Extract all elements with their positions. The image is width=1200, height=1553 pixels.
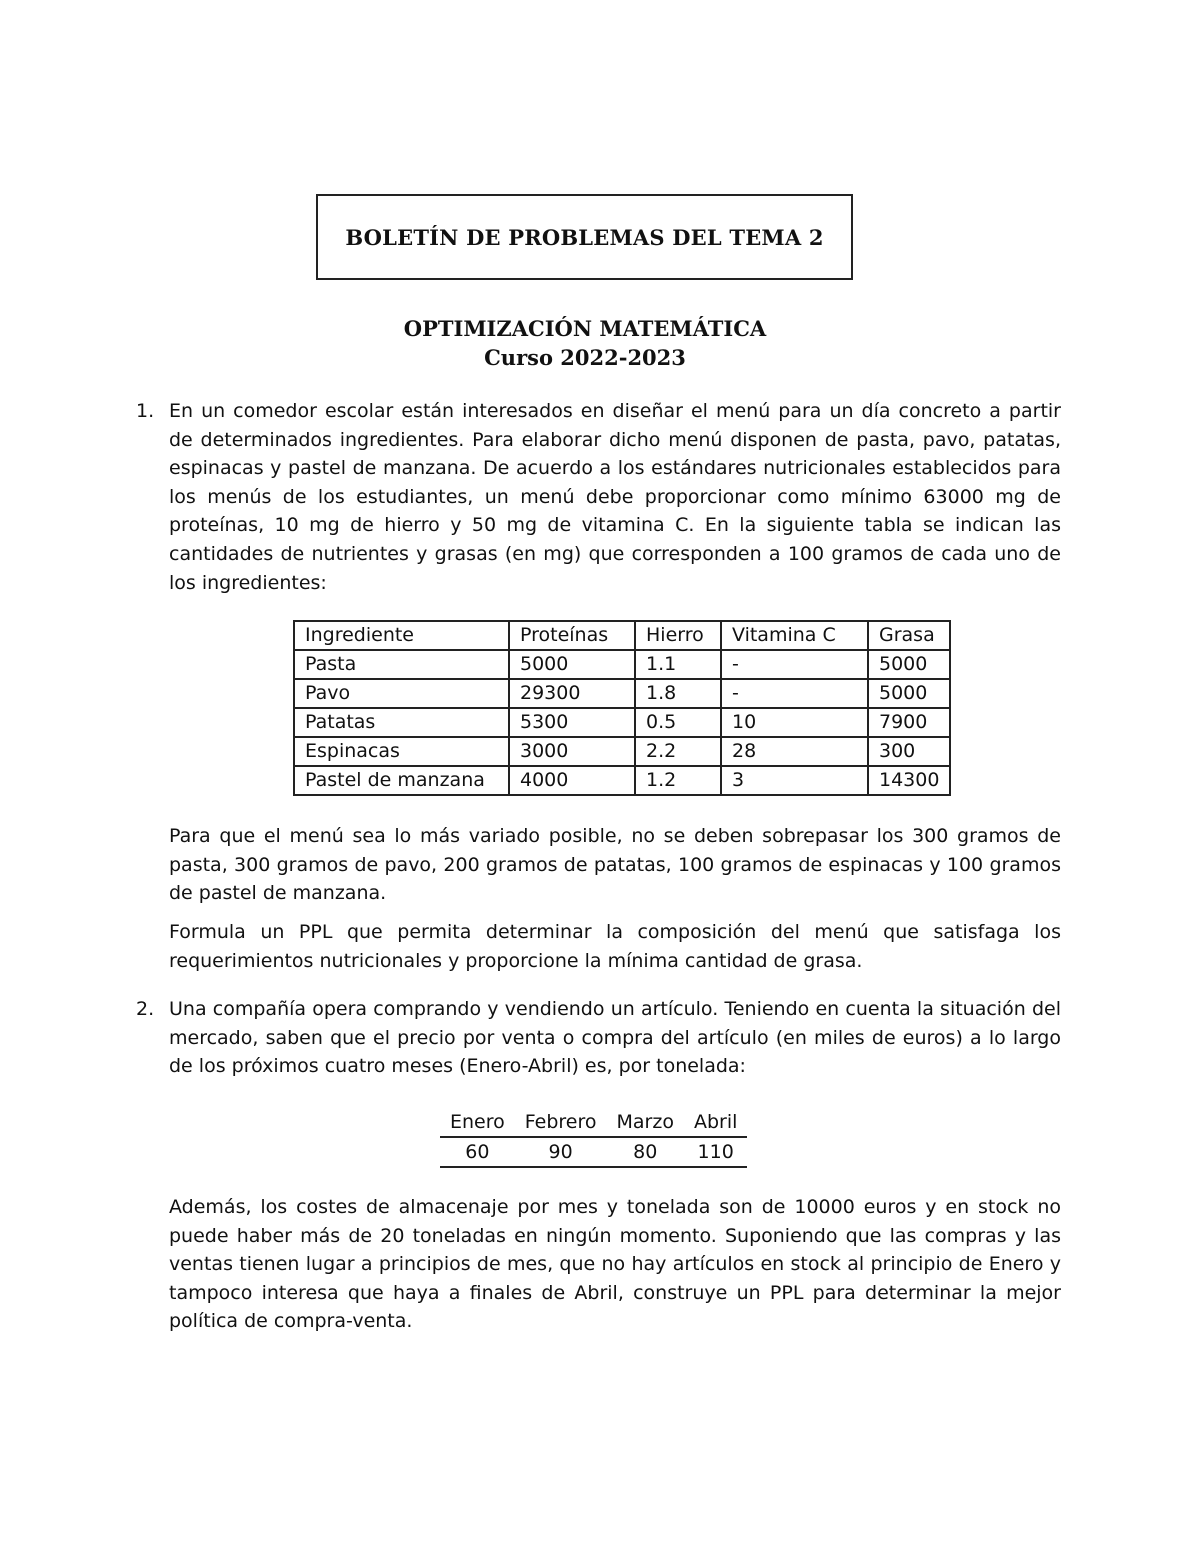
table-cell: Pastel de manzana (294, 766, 509, 795)
table-cell: Patatas (294, 708, 509, 737)
nutrient-table (293, 620, 951, 796)
problem-1-intro: En un comedor escolar están interesados en diseñar el menú para un día concreto a partir de determinados ingredientes. Para elaborar dicho menú disponen de pasta, pavo, patatas, espinacas y pastel de manzana. De acuerdo a los estándares nutricionales establecidos para los menús de los estudiantes, un menú debe proporcionar como mínimo 63000 mg de proteínas, 10 mg de hierro y 50 mg de vitamina C. En la siguiente tabla se indican las cantidades de nutrientes y grasas (en mg) que corresponden a 100 gramos de cada uno de los ingredientes: (169, 400, 1061, 594)
title-box (316, 194, 853, 280)
table-cell: - (721, 679, 868, 708)
table-cell: Pasta (294, 650, 509, 679)
table-cell: 5300 (509, 708, 635, 737)
problem-number: 2. (136, 998, 155, 1020)
problem-2 (136, 995, 1061, 1081)
month-header: Febrero (515, 1108, 607, 1137)
problem-1-task (136, 918, 1061, 975)
table-cell: 1.1 (635, 650, 721, 679)
price-cell: 110 (684, 1137, 747, 1167)
table-header-cell: Ingrediente (294, 621, 509, 650)
task-paragraph: Formula un PPL que permita determinar la composición del menú que satisfaga los requerimientos nutricionales y proporcione la mínima cantidad de grasa. (169, 921, 1061, 972)
table-cell: 29300 (509, 679, 635, 708)
problem-2-details (136, 1193, 1061, 1336)
table-row (440, 1137, 747, 1167)
table-cell: - (721, 650, 868, 679)
table-header-cell: Hierro (635, 621, 721, 650)
table-cell: Espinacas (294, 737, 509, 766)
table-header-cell: Proteínas (509, 621, 635, 650)
table-cell: 5000 (868, 679, 950, 708)
table-cell: 1.8 (635, 679, 721, 708)
limits-paragraph: Para que el menú sea lo más variado posible, no se deben sobrepasar los 300 gramos de pasta, 300 gramos de pavo, 200 gramos de patatas, 100 gramos de espinacas y 100 gramos de pastel de manzana. (169, 825, 1061, 905)
table-cell: 300 (868, 737, 950, 766)
month-header: Enero (440, 1108, 515, 1137)
table-cell: 3 (721, 766, 868, 795)
course-label: Curso 2022-2023 (484, 345, 686, 370)
problem-1-limits (136, 822, 1061, 908)
details-paragraph: Además, los costes de almacenaje por mes y tonelada son de 10000 euros y en stock no puede haber más de 20 toneladas en ningún momento. Suponiendo que las compras y las ventas tienen lugar a principios de mes, que no hay artículos en stock al principio de Enero y tampoco interesa que haya a finales de Abril, construye un PPL para determinar la mejor política de compra-venta. (169, 1196, 1061, 1333)
table-row (294, 650, 950, 679)
table-header-row (440, 1108, 747, 1137)
problem-number: 1. (136, 400, 155, 422)
table-cell: 0.5 (635, 708, 721, 737)
subject-title: OPTIMIZACIÓN MATEMÁTICA (403, 316, 767, 341)
price-table (440, 1108, 747, 1168)
table-cell: 4000 (509, 766, 635, 795)
table-cell: 3000 (509, 737, 635, 766)
price-cell: 90 (515, 1137, 607, 1167)
table-cell: 28 (721, 737, 868, 766)
price-cell: 60 (440, 1137, 515, 1167)
table-header-row (294, 621, 950, 650)
table-cell: 5000 (509, 650, 635, 679)
month-header: Abril (684, 1108, 747, 1137)
table-row (294, 766, 950, 795)
table-header-cell: Grasa (868, 621, 950, 650)
bulletin-title: BOLETÍN DE PROBLEMAS DEL TEMA 2 (345, 224, 824, 250)
table-cell: 2.2 (635, 737, 721, 766)
table-cell: Pavo (294, 679, 509, 708)
price-cell: 80 (607, 1137, 684, 1167)
table-row (294, 708, 950, 737)
problem-1 (136, 397, 1061, 597)
table-row (294, 737, 950, 766)
table-cell: 10 (721, 708, 868, 737)
table-row (294, 679, 950, 708)
table-cell: 1.2 (635, 766, 721, 795)
table-cell: 5000 (868, 650, 950, 679)
problem-2-intro: Una compañía opera comprando y vendiendo un artículo. Teniendo en cuenta la situación del mercado, saben que el precio por venta o compra del artículo (en miles de euros) a lo largo de los próximos cuatro meses (Enero-Abril) es, por tonelada: (169, 998, 1061, 1078)
table-header-cell: Vitamina C (721, 621, 868, 650)
month-header: Marzo (607, 1108, 684, 1137)
table-cell: 7900 (868, 708, 950, 737)
table-cell: 14300 (868, 766, 950, 795)
